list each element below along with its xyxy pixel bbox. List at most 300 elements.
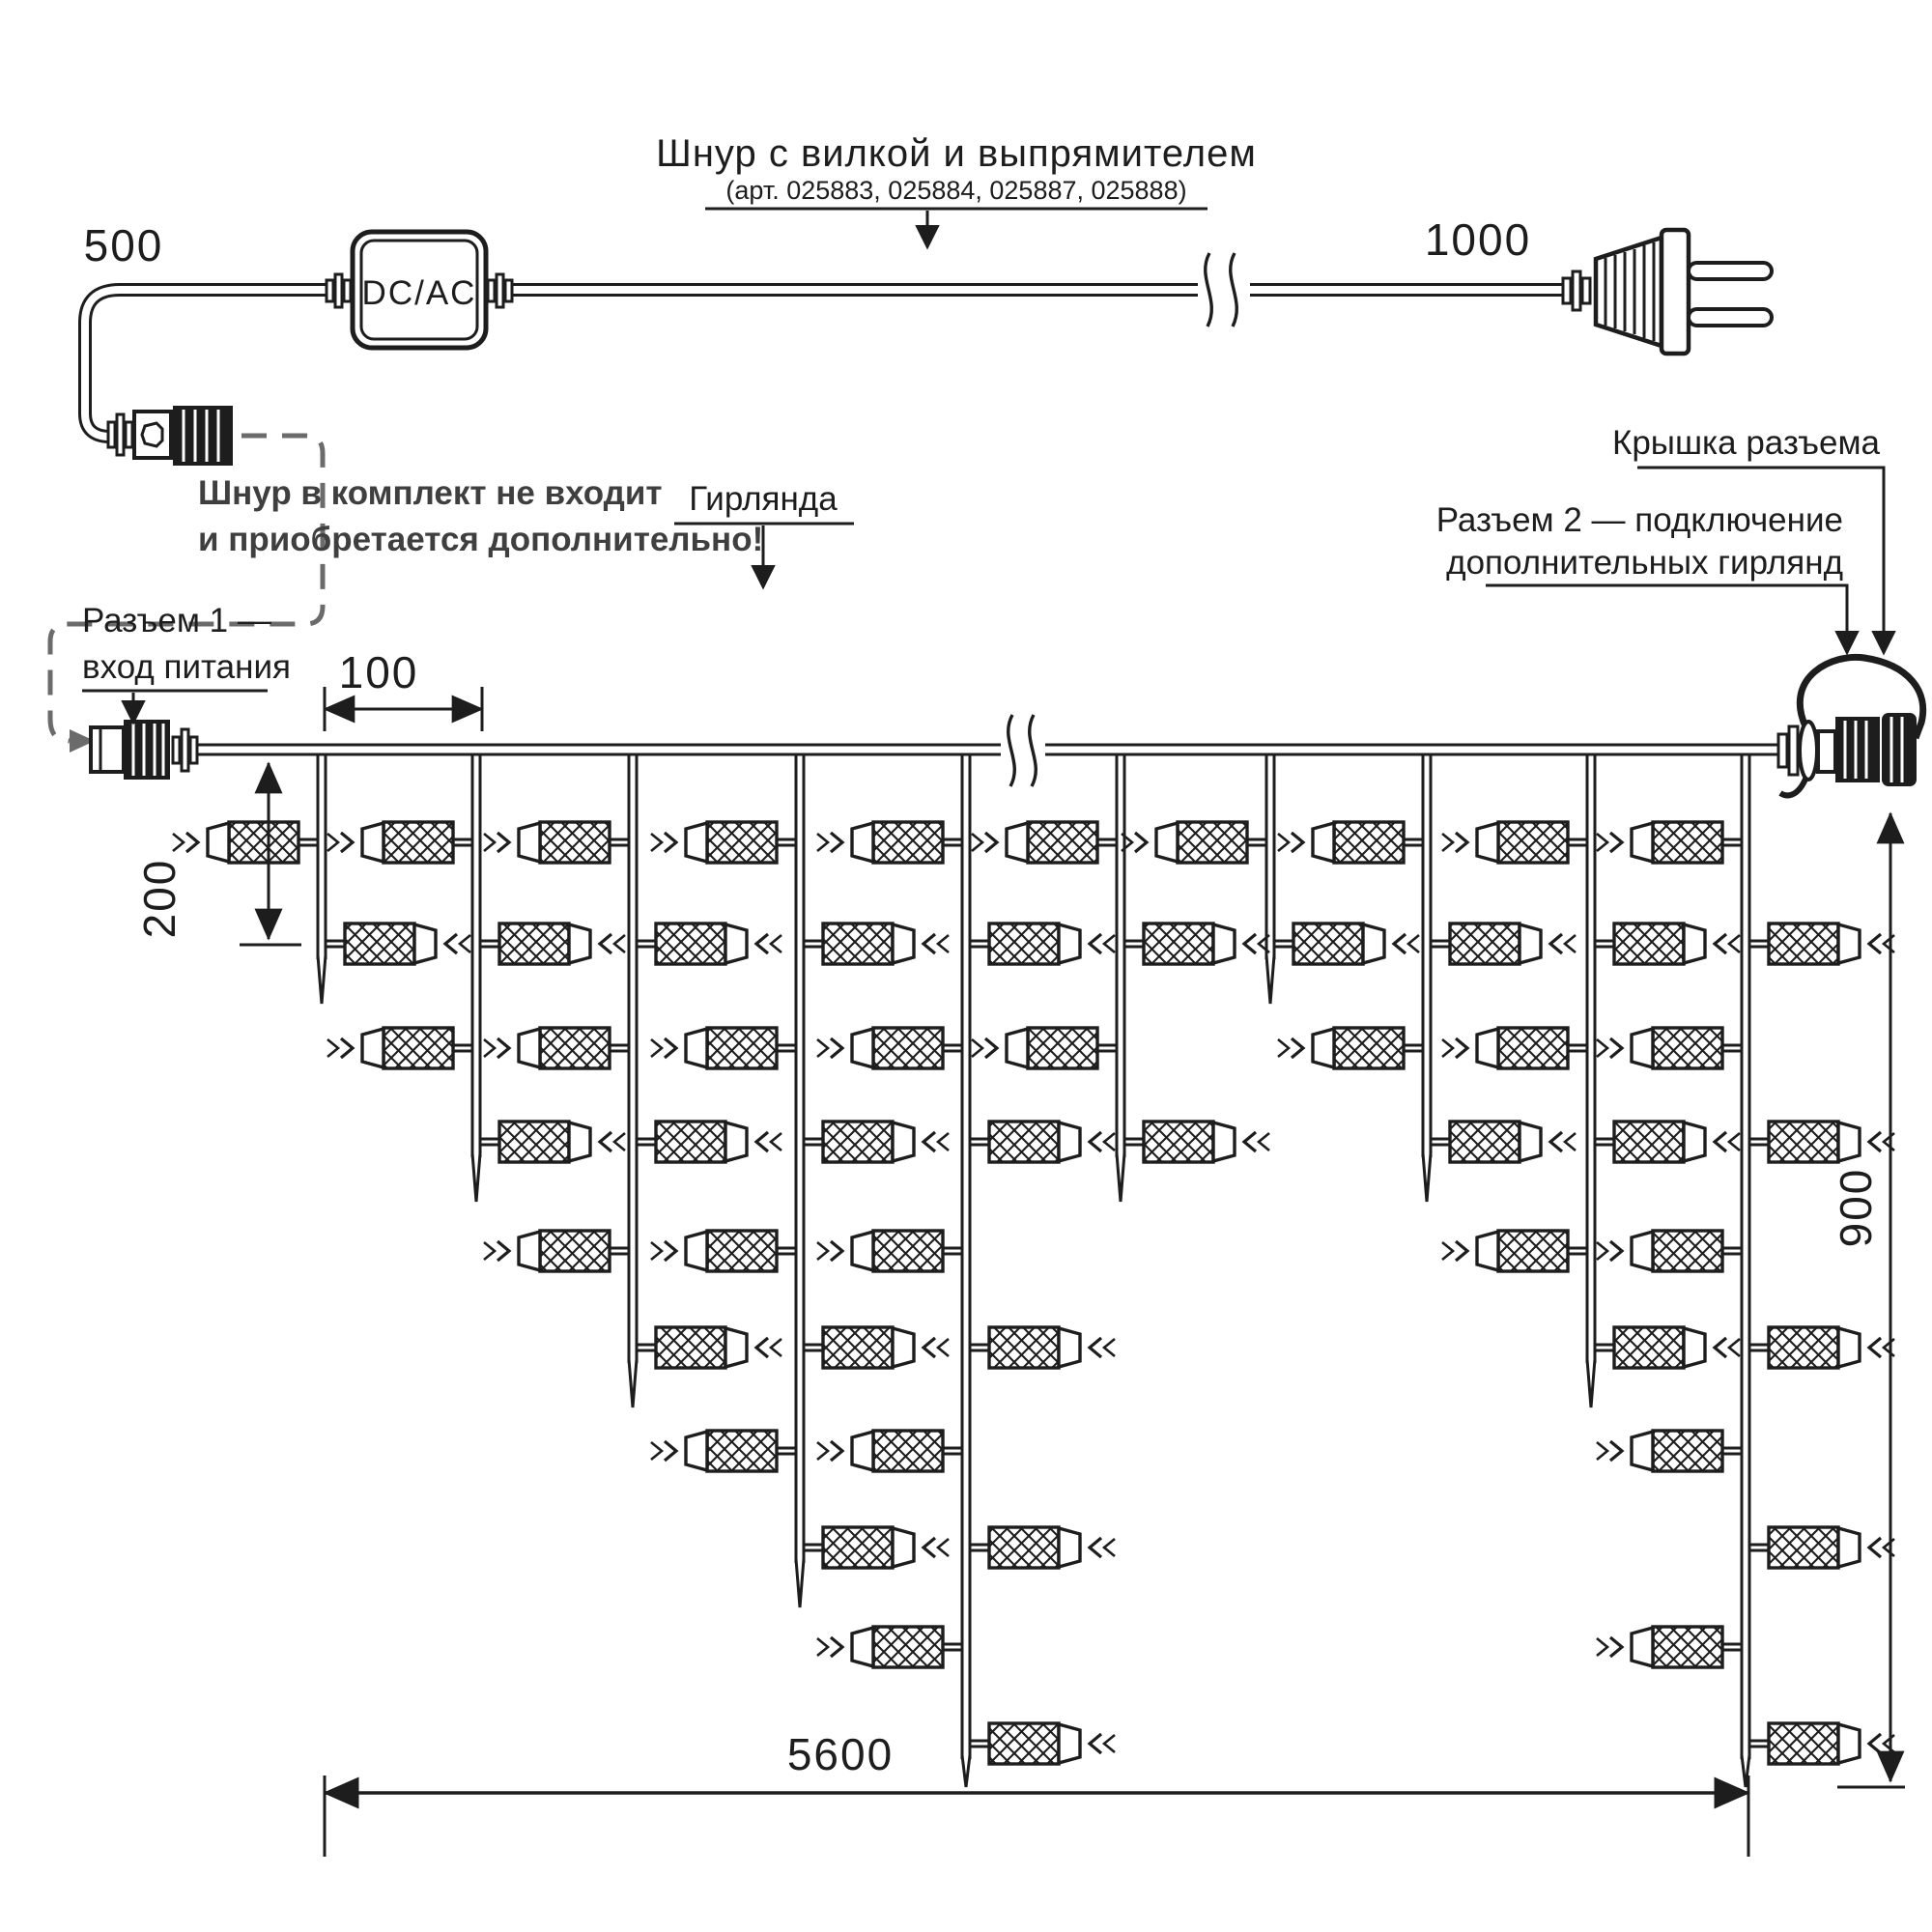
bulb-body [989,1527,1059,1568]
led-bulb [656,1122,781,1162]
light-ray-icon [771,1133,781,1151]
light-ray-icon [460,935,470,952]
dim-200-label: 200 [134,858,185,939]
bulb-tip [725,1328,747,1367]
light-ray-icon [484,834,495,851]
bulb-body [707,1028,777,1068]
bulb-tip [725,924,747,963]
bulb-tip [893,924,914,963]
bulb-body [1178,822,1247,863]
led-bulb [1769,1122,1894,1162]
bulb-tip [519,1029,540,1067]
light-ray-icon [1715,1338,1726,1357]
drop-tip [1587,1359,1595,1407]
light-ray-icon [1104,1133,1115,1151]
light-ray-icon [600,1132,611,1151]
light-ray-icon [614,1133,625,1151]
light-ray-icon [972,1039,982,1057]
connector-nut-detail [142,423,162,446]
light-ray-icon [1278,1039,1289,1057]
light-ray-icon [651,1039,662,1057]
bulb-tip [1477,1232,1498,1270]
bulb-tip [208,823,229,862]
light-ray-icon [497,1038,509,1058]
bulb-body [499,1122,569,1162]
light-ray-icon [1244,1132,1256,1151]
light-ray-icon [1610,1637,1622,1657]
bulb-stubs [297,842,1771,1744]
bulb-tip [1838,1122,1860,1161]
conn1-collar [173,729,197,771]
bulb-tip [1838,1724,1860,1763]
light-ray-icon [817,834,828,851]
drop-tip [472,1153,480,1202]
bulb-tip [1838,1328,1860,1367]
led-bulb [1450,1122,1576,1162]
strap-ring [1800,722,1817,780]
led-bulb [1614,1327,1740,1368]
main-wire [196,715,1780,786]
bulb-tip [1313,1029,1334,1067]
bulb-body [1614,1122,1684,1162]
conn1-label-line2: вход питания [82,648,291,686]
drop-tip [796,1559,804,1607]
light-ray-icon [756,1338,768,1357]
dim-900-label: 900 [1831,1167,1881,1248]
light-ray-icon [1135,833,1147,852]
light-ray-icon [1104,1539,1115,1556]
light-ray-icon [923,1338,935,1357]
light-ray-icon [1456,833,1467,852]
bulb-body [823,1327,893,1368]
garland-connector-2 [1778,657,1923,795]
drop-tip [1117,1153,1124,1202]
bulb-tip [725,1122,747,1161]
cord-title: Шнур с вилкой и выпрямителем [656,132,1257,175]
led-bulb [823,923,949,964]
bulb-body [1144,1122,1213,1162]
light-ray-icon [817,1242,828,1260]
bulb-tip [1632,1628,1653,1666]
bulb-tip [1632,823,1653,862]
bulb-body [1028,822,1097,863]
led-bulb [1442,1231,1568,1271]
bulb-body [1614,1327,1684,1368]
led-bulb [1597,1231,1722,1271]
led-bulb [1597,1627,1722,1667]
bulb-tip [1059,1328,1080,1367]
drop-tip [1266,955,1274,1004]
light-ray-icon [651,834,662,851]
plug-collar [1563,271,1590,310]
light-ray-icon [186,833,198,852]
light-ray-icon [445,934,457,953]
bulb-tip [686,823,707,862]
led-bulbs [173,822,1894,1764]
led-bulb [817,1231,943,1271]
led-bulb [972,1028,1097,1068]
light-ray-icon [756,1132,768,1151]
light-ray-icon [1104,1339,1115,1356]
led-bulb [499,1122,625,1162]
bulb-tip [1838,1528,1860,1567]
led-bulb [817,1627,943,1667]
light-ray-icon [1090,1132,1101,1151]
strain-relief-right [488,274,512,307]
light-ray-icon [614,935,625,952]
light-ray-icon [1729,1133,1740,1151]
bulb-tip [569,924,590,963]
cord-subtitle: (арт. 025883, 025884, 025887, 025888) [725,176,1187,205]
bulb-body [384,822,453,863]
led-bulb [656,1327,781,1368]
dim-500-label: 500 [83,220,164,270]
light-ray-icon [1869,1734,1881,1753]
bulb-tip [1632,1029,1653,1067]
light-ray-icon [1550,934,1562,953]
light-ray-icon [1729,935,1740,952]
conn1-label-line1: Разъем 1 — [82,602,271,639]
dim-100-label: 100 [338,647,419,697]
light-ray-icon [938,1539,949,1556]
led-bulb [823,1527,949,1568]
led-bulb [1769,1327,1894,1368]
dim-5600-label: 5600 [786,1729,895,1779]
led-bulb [1597,1431,1722,1471]
led-bulb [1442,822,1568,863]
bulb-body [229,822,298,863]
light-ray-icon [1442,834,1453,851]
conn2-label-line1: Разъем 2 — подключение [1435,501,1843,539]
garland-connector-1 [91,720,197,780]
bulb-body [823,923,893,964]
light-ray-icon [817,1442,828,1460]
bulb-tip [1632,1432,1653,1470]
light-ray-icon [341,833,353,852]
bulb-body [989,923,1059,964]
bulb-body [1498,1028,1568,1068]
led-bulb [1122,822,1247,863]
bulb-body [707,1431,777,1471]
bulb-tip [362,823,384,862]
bulb-tip [1684,1122,1705,1161]
bulb-body [989,1327,1059,1368]
led-bulb [327,1028,453,1068]
light-ray-icon [831,1241,842,1261]
light-ray-icon [1729,1339,1740,1356]
light-ray-icon [327,1039,338,1057]
light-ray-icon [1090,1538,1101,1557]
light-ray-icon [1715,934,1726,953]
light-ray-icon [341,1038,353,1058]
light-ray-icon [938,935,949,952]
light-ray-icon [923,1538,935,1557]
light-ray-icon [1597,1442,1607,1460]
light-ray-icon [831,1637,842,1657]
light-ray-icon [1442,1039,1453,1057]
led-bulb [1278,822,1404,863]
plug-prong [1689,309,1772,326]
light-ray-icon [1610,833,1622,852]
bulb-body [823,1122,893,1162]
drop-tip [1423,1153,1431,1202]
bulb-body [1769,1122,1838,1162]
bulb-tip [1838,924,1860,963]
bulb-tip [893,1528,914,1567]
bulb-tip [569,1122,590,1161]
light-ray-icon [1869,1538,1881,1557]
strain-relief-left [327,274,351,307]
bulb-body [540,822,610,863]
light-ray-icon [665,1441,676,1461]
light-ray-icon [985,1038,997,1058]
light-ray-icon [923,1132,935,1151]
note-line1: Шнур в комплект не входит [198,474,663,512]
light-ray-icon [665,1241,676,1261]
light-ray-icon [600,934,611,953]
light-ray-icon [1292,1038,1303,1058]
bulb-body [1614,923,1684,964]
led-bulb [1293,923,1419,964]
light-ray-icon [1244,934,1256,953]
bulb-body [823,1527,893,1568]
dcac-converter [327,232,512,348]
power-cord [85,253,1565,437]
light-ray-icon [1597,1638,1607,1656]
bulb-body [1293,923,1363,964]
bulb-tip [519,1232,540,1270]
note-line2: и приобретается дополнительно! [198,521,764,558]
led-bulb [484,822,610,863]
led-bulb [1144,1122,1269,1162]
light-ray-icon [1565,935,1576,952]
bulb-tip [1684,924,1705,963]
bulb-body [1450,1122,1520,1162]
bulb-body [1498,1231,1568,1271]
bulb-tip [852,1232,873,1270]
light-ray-icon [1597,834,1607,851]
bulb-tip [893,1328,914,1367]
light-ray-icon [771,1339,781,1356]
led-bulb [1278,1028,1404,1068]
bulb-body [707,822,777,863]
light-ray-icon [1610,1441,1622,1461]
bulb-body [873,1627,943,1667]
bulb-body [989,1122,1059,1162]
light-ray-icon [665,1038,676,1058]
bulb-tip [852,823,873,862]
led-bulb [345,923,470,964]
light-ray-icon [1394,934,1406,953]
garland-label: Гирлянда [689,480,838,518]
led-bulb [1614,923,1740,964]
led-bulb [1442,1028,1568,1068]
bulb-tip [893,1122,914,1161]
led-bulb [651,822,777,863]
light-ray-icon [651,1242,662,1260]
cap-label: Крышка разъема [1611,424,1880,462]
bulb-tip [519,823,540,862]
bulb-tip [1059,1724,1080,1763]
cap-strap-tail [1780,777,1806,795]
led-bulb [989,1327,1115,1368]
led-bulb [1597,1028,1722,1068]
bulb-body [1653,1231,1722,1271]
bulb-body [656,1122,725,1162]
bulb-body [873,1431,943,1471]
light-ray-icon [1550,1132,1562,1151]
bulb-body [1028,1028,1097,1068]
bulb-tip [1059,924,1080,963]
led-bulb [817,1028,943,1068]
dim-1000-label: 1000 [1424,214,1532,265]
bulb-body [989,1723,1059,1764]
led-bulb [1769,1723,1894,1764]
light-ray-icon [831,833,842,852]
light-ray-icon [1456,1038,1467,1058]
bulb-body [873,1231,943,1271]
light-ray-icon [1565,1133,1576,1151]
light-ray-icon [1090,934,1101,953]
light-ray-icon [831,1441,842,1461]
led-bulb [1769,923,1894,964]
light-ray-icon [1442,1242,1453,1260]
conn2-barrel [1835,717,1880,782]
bulb-body [1769,1527,1838,1568]
bulb-body [1334,822,1404,863]
led-bulb [484,1231,610,1271]
light-ray-icon [817,1638,828,1656]
bulb-body [656,1327,725,1368]
drop-tip [962,1755,970,1787]
bulb-tip [1156,823,1178,862]
bulb-body [345,923,414,964]
conn2-label-line2: дополнительных гирлянд [1446,544,1843,582]
bulb-body [1653,822,1722,863]
bulb-body [540,1028,610,1068]
bulb-body [1334,1028,1404,1068]
light-ray-icon [1292,833,1303,852]
light-ray-icon [327,834,338,851]
light-ray-icon [665,833,676,852]
bulb-tip [1059,1122,1080,1161]
light-ray-icon [1104,1735,1115,1752]
bulb-body [1769,923,1838,964]
cord-connector [108,406,233,466]
led-bulb [651,1231,777,1271]
bulb-tip [1213,924,1235,963]
led-bulb [656,923,781,964]
light-ray-icon [1869,1132,1881,1151]
bulb-tip [414,924,436,963]
led-bulb [989,1122,1115,1162]
bulb-tip [1313,823,1334,862]
led-bulb [484,1028,610,1068]
bulb-tip [852,1029,873,1067]
connector-collar [108,414,132,455]
bulb-tip [1477,1029,1498,1067]
bulb-body [1450,923,1520,964]
light-ray-icon [1715,1132,1726,1151]
mains-plug [1563,230,1772,354]
light-ray-icon [484,1242,495,1260]
bulb-body [1769,1327,1838,1368]
bulb-body [1144,923,1213,964]
bulb-tip [686,1232,707,1270]
bulb-tip [1477,823,1498,862]
bulb-tip [1684,1328,1705,1367]
light-ray-icon [938,1133,949,1151]
conn2-cap [1882,713,1917,786]
light-ray-icon [831,1038,842,1058]
light-ray-icon [817,1039,828,1057]
led-bulb [989,1723,1115,1764]
light-ray-icon [1597,1039,1607,1057]
light-ray-icon [1869,1338,1881,1357]
bulb-tip [1520,1122,1541,1161]
light-ray-icon [1278,834,1289,851]
light-ray-icon [972,834,982,851]
plug-prong [1689,263,1772,279]
light-ray-icon [1408,935,1419,952]
bulb-body [656,923,725,964]
led-bulb [1769,1527,1894,1568]
light-ray-icon [1104,935,1115,952]
bulb-tip [1632,1232,1653,1270]
light-ray-icon [1597,1242,1607,1260]
bulb-body [1498,822,1568,863]
bulb-tip [852,1432,873,1470]
bulb-tip [1520,924,1541,963]
light-ray-icon [497,833,509,852]
light-ray-icon [1456,1241,1467,1261]
drop-tip [318,955,326,1004]
led-bulb [823,1327,949,1368]
light-ray-icon [985,833,997,852]
bulb-tip [1007,1029,1028,1067]
conn2-leader [1486,585,1847,653]
bulb-body [1653,1627,1722,1667]
bulb-body [384,1028,453,1068]
light-ray-icon [1869,934,1881,953]
bulb-body [1653,1431,1722,1471]
light-ray-icon [1259,1133,1269,1151]
bulb-tip [1059,1528,1080,1567]
light-ray-icon [173,834,184,851]
light-ray-icon [1090,1734,1101,1753]
bulb-body [540,1231,610,1271]
led-bulb [327,822,453,863]
led-bulb [499,923,625,964]
garland-curtain [173,715,1894,1787]
bulb-body [707,1231,777,1271]
bulb-tip [686,1029,707,1067]
led-bulb [1597,822,1722,863]
light-ray-icon [771,935,781,952]
bulb-tip [852,1628,873,1666]
dcac-label: DC/AC [361,274,477,312]
plug-face [1662,230,1689,354]
led-bulb [651,1028,777,1068]
bulb-tip [1007,823,1028,862]
light-ray-icon [923,934,935,953]
connector-barrel [173,406,233,466]
light-ray-icon [756,934,768,953]
bulb-body [1653,1028,1722,1068]
led-bulb [823,1122,949,1162]
bulb-tip [686,1432,707,1470]
led-bulb [972,822,1097,863]
